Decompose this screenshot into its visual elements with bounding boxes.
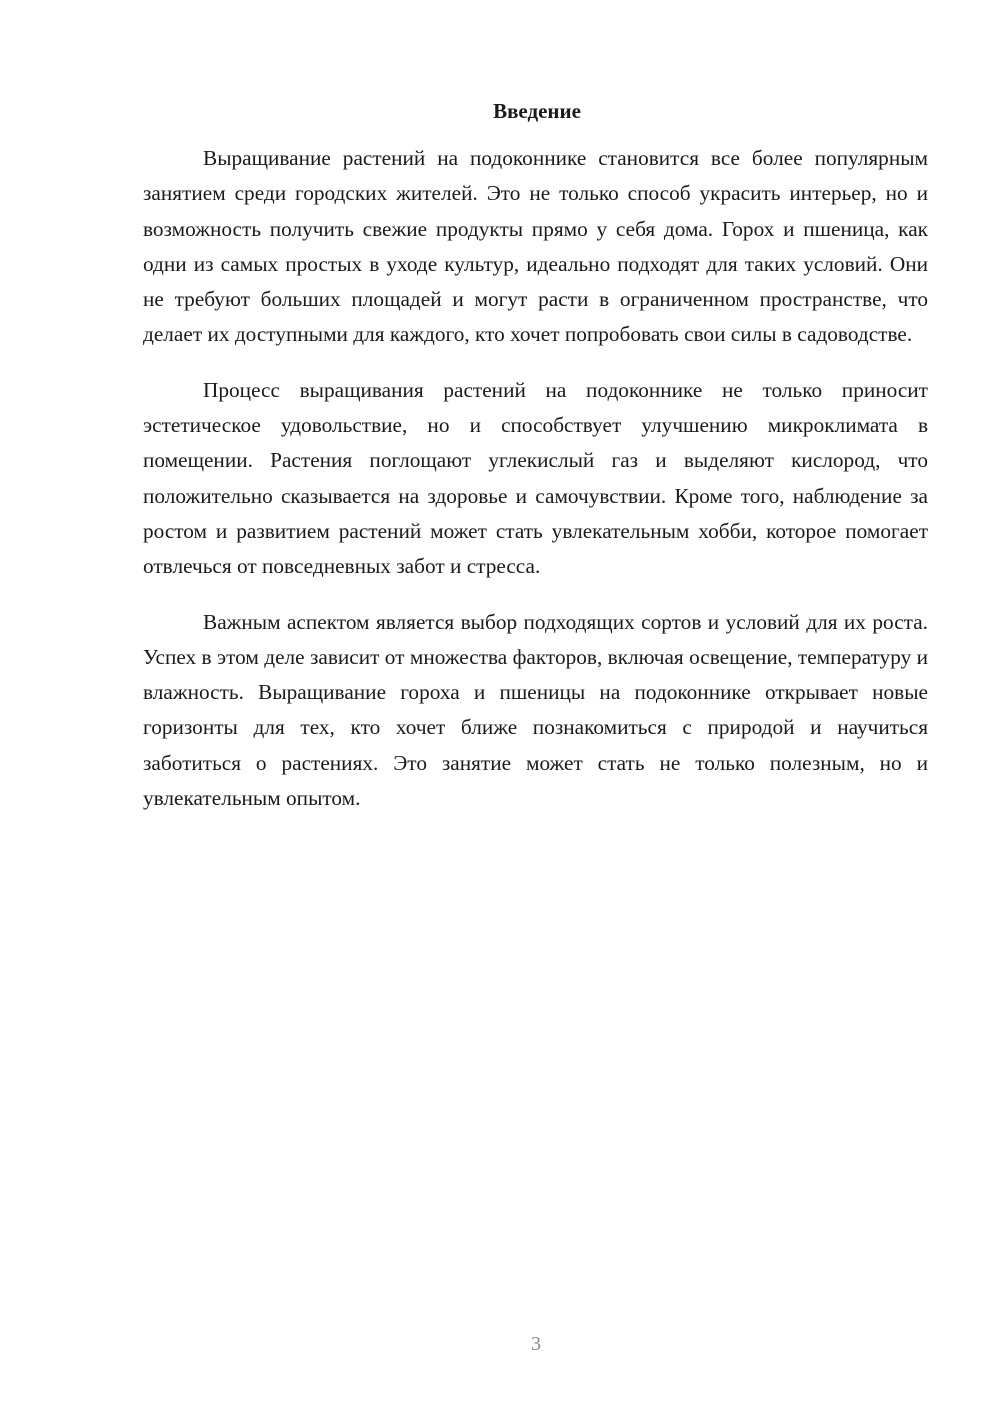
page-number: 3 [531,1333,541,1355]
paragraph-1: Выращивание растений на подоконнике становится все более популярным занятием среди городских жителей. Это не только способ украсить интерьер, но и возможность получить свежие продукты прямо у себя дома. Горох и пшеница, как одни из самых простых в уходе культур, идеально подходят для таких условий. Они не требуют больших площадей и могут расти в ограниченном пространстве, что делает их доступными для каждого, кто хочет попробовать свои силы в садоводстве. [143,146,928,347]
paragraph-2: Процесс выращивания растений на подоконнике не только приносит эстетическое удовольствие, но и способствует улучшению микроклимата в помещении. Растения поглощают углекислый газ и выделяют кислород, что положительно сказывается на здоровье и самочувствии. Кроме того, наблюдение за ростом и развитием растений может стать увлекательным хобби, которое помогает отвлечься от повседневных забот и стресса. [143,377,928,579]
section-title: Введение [493,99,581,123]
page-content [143,92,928,816]
paragraph-3: Важным аспектом является выбор подходящих сортов и условий для их роста. Успех в этом деле зависит от множества факторов, включая освещение, температуру и влажность. Выращивание гороха и пшеницы на подоконнике открывает новые горизонты для тех, кто хочет ближе познакомиться с природой и научиться заботиться о растениях. Это занятие может стать не только полезным, но и увлекательным опытом. [143,609,928,811]
